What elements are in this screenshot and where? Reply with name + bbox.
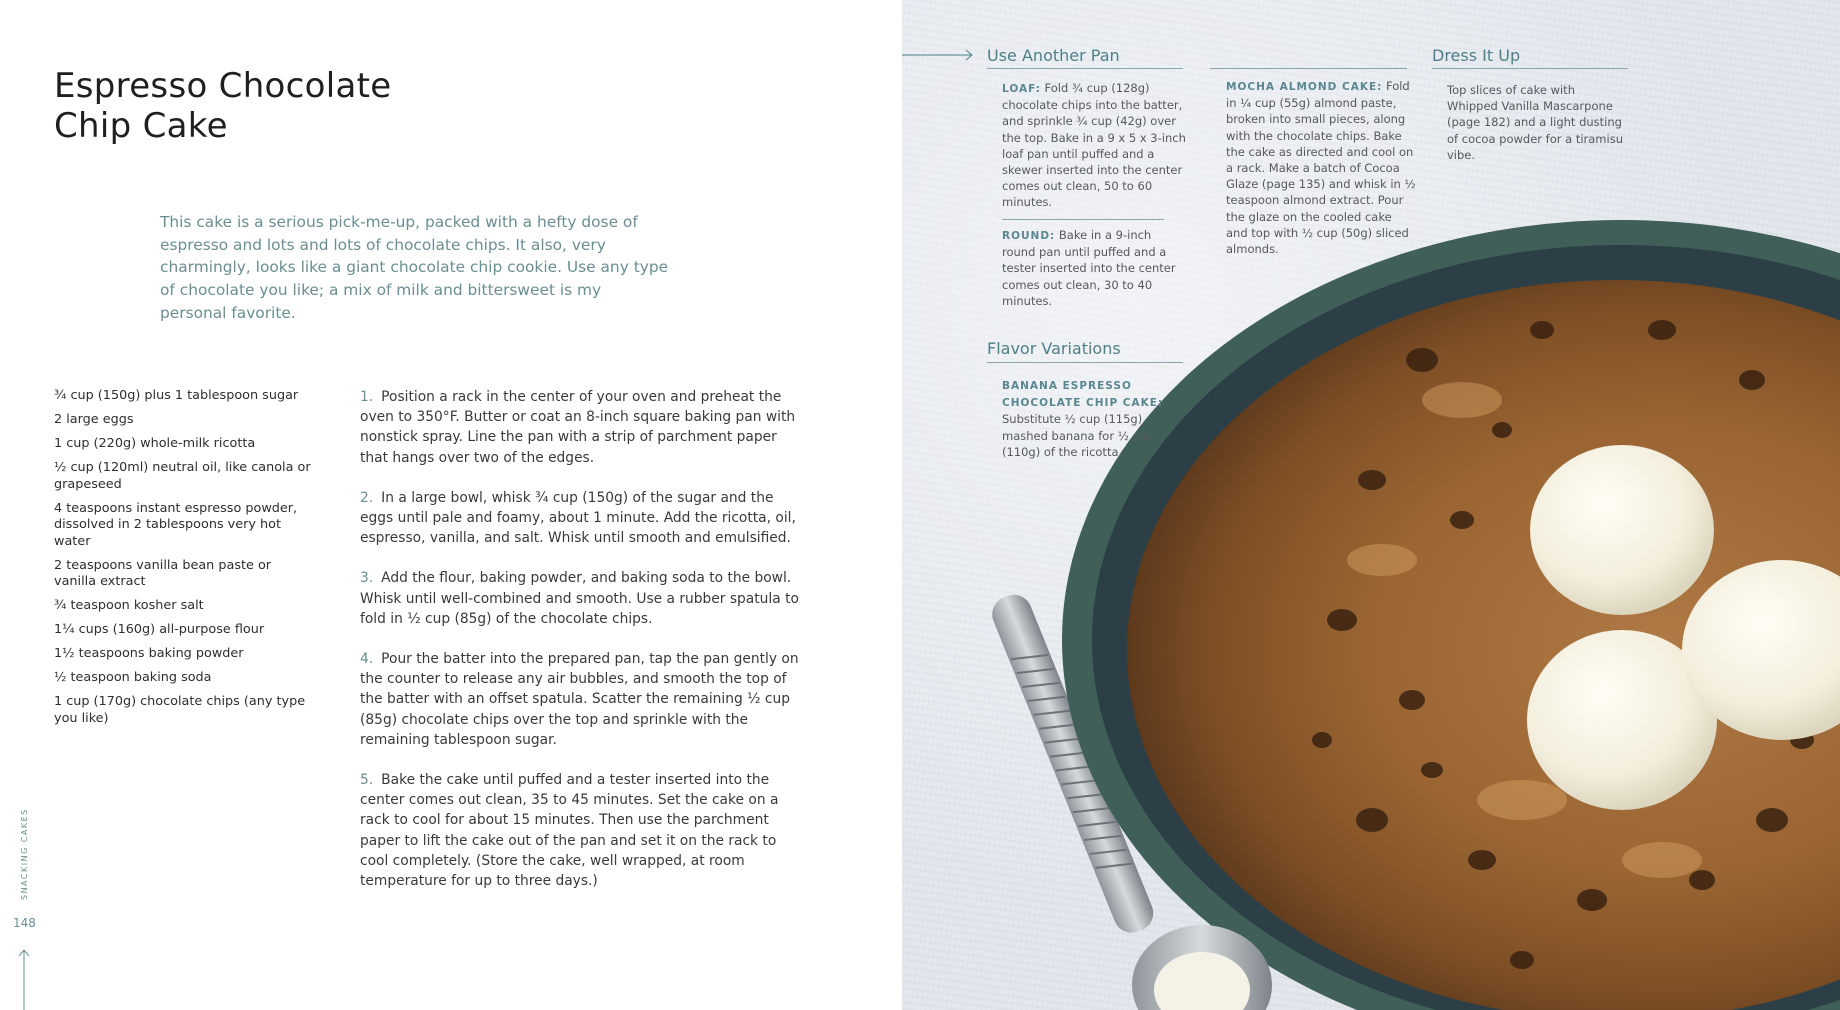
flavor-variations-heading: Flavor Variations [987, 339, 1121, 358]
method-step [360, 387, 800, 468]
method-step [360, 770, 800, 891]
step-text: Bake the cake until puffed and a tester inserted into the center comes out clean, 35 to 45 minutes. Set the cake on a rack to cool for about 15 minutes. Then use the parchment paper to lift the cake out of the pan and set it on the rack to cool completely. (Store the cake, well wrapped, at room temperature for up to three days.) [360, 772, 779, 890]
arrow-right-icon [902, 48, 974, 62]
ingredient-item: 1½ teaspoons baking powder [54, 646, 244, 661]
left-page [0, 0, 902, 1010]
ingredient-item: ½ teaspoon baking soda [54, 670, 212, 685]
banana-label: BANANA ESPRESSO CHOCOLATE CHIP CAKE: [1002, 380, 1164, 410]
step-number: 5. [360, 772, 374, 789]
mocha-label: MOCHA ALMOND CAKE: [1226, 81, 1383, 93]
divider [987, 362, 1183, 363]
loaf-text: Fold ¾ cup (128g) chocolate chips into the batter, and sprinkle ¾ cup (42g) over the top. Bake in a 9 x 5 x 3-inch loaf pan until puffed and a skewer inserted into the center comes out clean, 50 to 60 minutes. [1002, 81, 1186, 210]
section-label [20, 808, 30, 902]
recipe-intro: This cake is a serious pick-me-up, packed with a hefty dose of espresso and lots and lots of chocolate chips. It also, very charmingly, looks like a giant chocolate chip cookie. Use any type of chocolate you like; a mix of milk and bittersweet is my personal favorite. [160, 213, 669, 322]
banana-variation [1002, 377, 1182, 460]
step-text: Pour the batter into the prepared pan, tap the pan gently on the counter to release any air bubbles, and smooth the top of the batter with an offset spatula. Scatter the remaining ½ cup (85g) chocolate chips over the top and sprinkle with the remaining tablespoon sugar. [360, 651, 799, 748]
ingredient-item: ½ cup (120ml) neutral oil, like canola or grapeseed [54, 460, 311, 492]
dress-it-up-text: Top slices of cake with Whipped Vanilla Mascarpone (page 182) and a light dusting of cocoa powder for a tiramisu vibe. [1447, 83, 1623, 162]
step-number: 1. [360, 389, 374, 405]
divider [987, 68, 1183, 69]
section-label-text: SNACKING CAKES [20, 808, 29, 900]
method-steps [360, 387, 800, 911]
round-label: ROUND: [1002, 230, 1056, 242]
mocha-variation [1226, 78, 1416, 257]
ingredient-item: 2 large eggs [54, 412, 134, 427]
mocha-text: Fold in ¼ cup (55g) almond paste, broken into small pieces, along with the chocolate chips. Bake the cake as directed and cool on a rack. Make a batch of Cocoa Glaze (page 135) and whisk in ½ teaspoon almond extract. Pour the glaze on the cooled cake and top with ½ cup (50g) sliced almonds. [1226, 79, 1416, 257]
ice-cream-scoop [1530, 445, 1714, 615]
ingredient-item: 1¼ cups (160g) all-purpose flour [54, 622, 265, 637]
divider [1432, 68, 1628, 69]
page-number: 148 [13, 916, 36, 930]
method-step [360, 568, 800, 629]
loaf-variation [1002, 80, 1187, 211]
use-another-pan-heading: Use Another Pan [987, 46, 1120, 65]
round-text: Bake in a 9-inch round pan until puffed and a tester inserted into the center comes out clean, 30 to 40 minutes. [1002, 228, 1176, 308]
loaf-label: LOAF: [1002, 83, 1041, 95]
step-number: 4. [360, 651, 374, 668]
ingredient-item: 1 cup (170g) chocolate chips (any type you like) [54, 694, 306, 726]
recipe-title-line-1: Espresso Chocolate [54, 66, 392, 106]
right-page [902, 0, 1840, 1010]
step-number: 2. [360, 489, 374, 506]
ingredient-item: 4 teaspoons instant espresso powder, dissolved in 2 tablespoons very hot water [54, 500, 298, 549]
ingredient-list [54, 388, 316, 735]
recipe-title-line-2: Chip Cake [54, 106, 228, 146]
step-number: 3. [360, 570, 374, 587]
recipe-title [54, 66, 391, 146]
step-text: Add the flour, baking powder, and baking soda to the bowl. Whisk until well-combined and smooth. Use a rubber spatula to fold in ½ cup (85g) of the chocolate chips. [360, 570, 799, 627]
ingredient-item: 1 cup (220g) whole-milk ricotta [54, 436, 256, 451]
divider [1002, 219, 1164, 220]
arrow-up-icon [17, 948, 31, 1010]
step-text: In a large bowl, whisk ¾ cup (150g) of the sugar and the eggs until pale and foamy, about 1 minute. Add the ricotta, oil, espresso, vanilla, and salt. Whisk until smooth and emulsified. [360, 489, 796, 547]
dress-it-up-heading: Dress It Up [1432, 46, 1521, 65]
round-variation [1002, 227, 1187, 309]
ingredient-item: 2 teaspoons vanilla bean paste or vanilla extract [54, 557, 272, 589]
step-text: Position a rack in the center of your oven and preheat the oven to 350°F. Butter or coat an 8-inch square baking pan with nonstick spray. Line the pan with a strip of parchment paper that hangs over two of the edges. [360, 389, 796, 466]
divider [1210, 68, 1407, 69]
method-step [360, 649, 800, 750]
ingredient-item: ¾ cup (150g) plus 1 tablespoon sugar [54, 388, 299, 403]
banana-text: Substitute ½ cup (115g) mashed banana for ½ cup (110g) of the ricotta. [1002, 412, 1154, 459]
method-step [360, 488, 800, 549]
ingredient-item: ¾ teaspoon kosher salt [54, 598, 204, 613]
